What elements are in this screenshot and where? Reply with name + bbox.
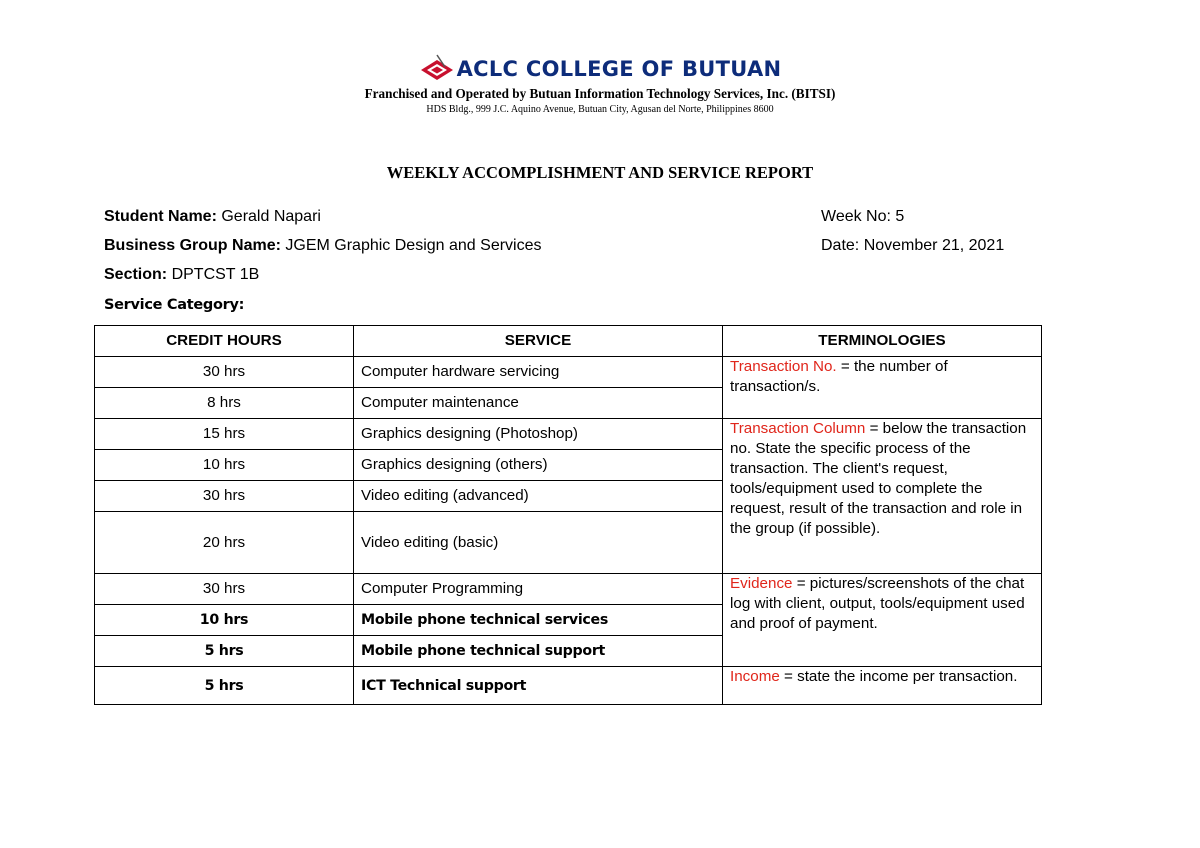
college-logo-icon: [419, 54, 455, 84]
terminology-cell: [723, 419, 1042, 574]
term-name: Income: [730, 668, 780, 685]
service-cell: Mobile phone technical support: [354, 636, 723, 667]
term-definition: = the number of transaction/s.: [730, 358, 948, 395]
service-cell: Computer maintenance: [354, 388, 723, 419]
credit-hours-header: CREDIT HOURS: [95, 326, 354, 357]
report-title: WEEKLY ACCOMPLISHMENT AND SERVICE REPORT: [386, 163, 814, 182]
service-cell: Video editing (basic): [354, 512, 723, 574]
letterhead: [0, 52, 1200, 115]
service-cell: Computer Programming: [354, 574, 723, 605]
term-name: Transaction No.: [730, 358, 837, 375]
credit-hours-cell: 10 hrs: [95, 450, 354, 481]
table-row: [95, 574, 1042, 605]
credit-hours-cell: 8 hrs: [95, 388, 354, 419]
student-name-line: [104, 207, 321, 226]
term-name: Evidence: [730, 575, 793, 592]
term-definition: = below the transaction no. State the specific process of the transaction. The client's request, tools/equipment used to complete the request, result of the transaction and role in the group (if possible).: [730, 420, 1027, 537]
section-label: Section:: [104, 266, 168, 283]
terminologies-header: TERMINOLOGIES: [723, 326, 1042, 357]
business-group-value: JGEM Graphic Design and Services: [285, 237, 542, 254]
section-line: [104, 265, 259, 284]
school-name: ACLC COLLEGE OF BUTUAN: [456, 57, 782, 81]
terminology-cell: [723, 667, 1042, 705]
student-name-label: Student Name:: [104, 208, 217, 225]
credit-hours-cell: 20 hrs: [95, 512, 354, 574]
table-row: [95, 667, 1042, 705]
service-category-label: Service Category:: [104, 297, 245, 313]
business-group-line: [104, 236, 542, 255]
service-cell: Mobile phone technical services: [354, 605, 723, 636]
service-cell: Graphics designing (others): [354, 450, 723, 481]
credit-hours-cell: 30 hrs: [95, 481, 354, 512]
school-line: [0, 52, 1200, 86]
credit-hours-cell: 10 hrs: [95, 605, 354, 636]
franchise-line: Franchised and Operated by Butuan Information Technology Services, Inc. (BITSI): [364, 86, 836, 101]
credit-hours-cell: 5 hrs: [95, 636, 354, 667]
credit-hours-cell: 30 hrs: [95, 574, 354, 605]
term-name: Transaction Column: [730, 420, 866, 437]
service-cell: Graphics designing (Photoshop): [354, 419, 723, 450]
table-row: [95, 357, 1042, 388]
table-header-row: [95, 326, 1042, 357]
week-number: Week No: 5: [821, 208, 905, 225]
service-header: SERVICE: [354, 326, 723, 357]
service-table: [94, 325, 1042, 705]
service-cell: Video editing (advanced): [354, 481, 723, 512]
credit-hours-cell: 15 hrs: [95, 419, 354, 450]
business-group-label: Business Group Name:: [104, 237, 281, 254]
credit-hours-cell: 30 hrs: [95, 357, 354, 388]
terminology-cell: [723, 574, 1042, 667]
terminology-cell: [723, 357, 1042, 419]
section-value: DPTCST 1B: [171, 266, 260, 283]
table-row: [95, 419, 1042, 450]
service-cell: Computer hardware servicing: [354, 357, 723, 388]
service-cell: ICT Technical support: [354, 667, 723, 705]
term-definition: = pictures/screenshots of the chat log with client, output, tools/equipment used and proof of payment.: [730, 575, 1025, 632]
term-definition: = state the income per transaction.: [779, 668, 1018, 685]
credit-hours-cell: 5 hrs: [95, 667, 354, 705]
address-line: HDS Bldg., 999 J.C. Aquino Avenue, Butuan City, Agusan del Norte, Philippines 8600: [426, 104, 774, 115]
student-name-value: Gerald Napari: [221, 208, 321, 225]
report-date: Date: November 21, 2021: [821, 237, 1005, 254]
